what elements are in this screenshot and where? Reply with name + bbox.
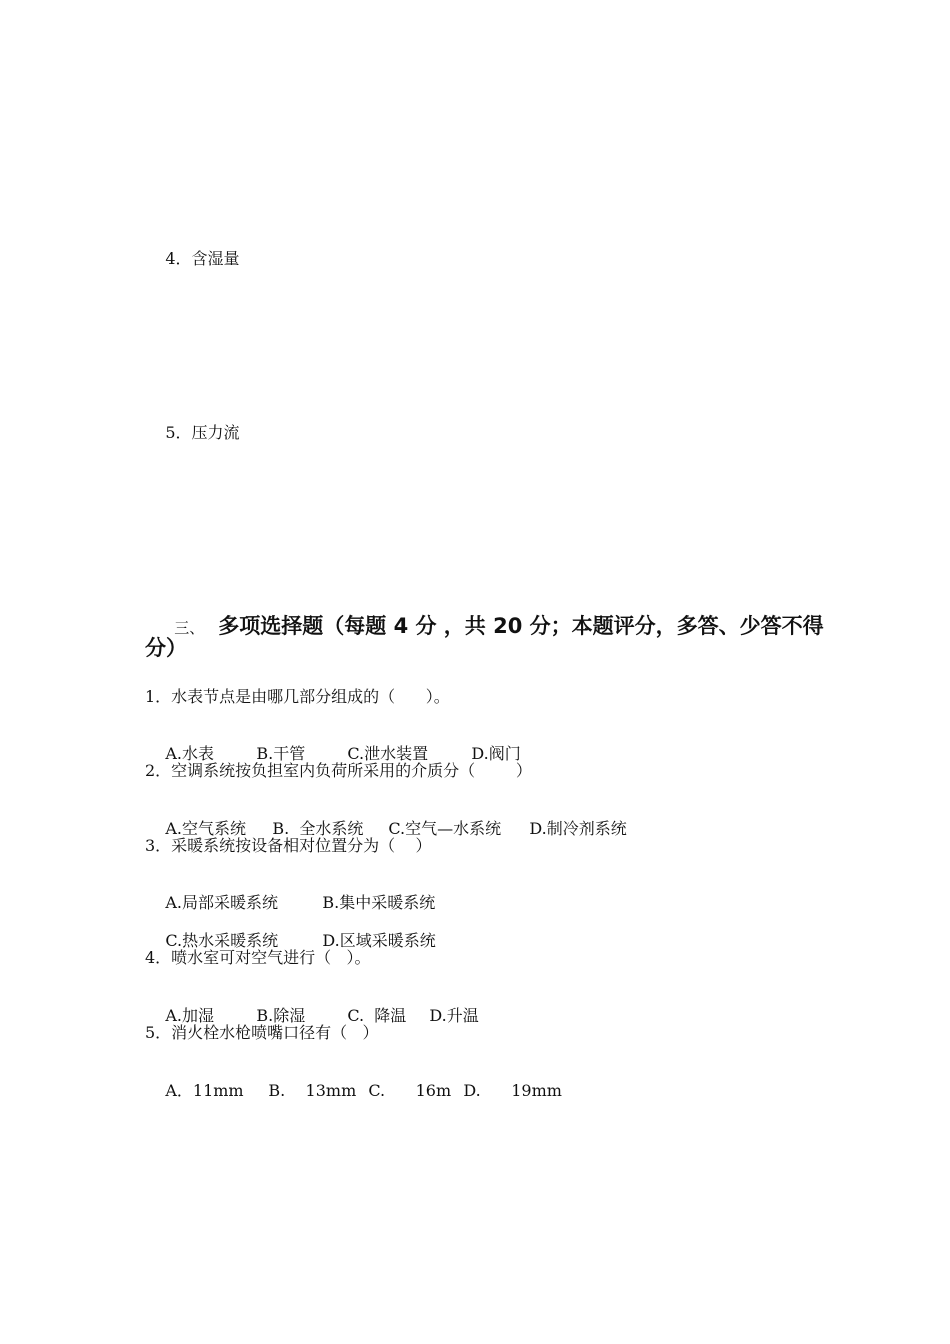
- option: B.集中采暖系统: [322, 893, 436, 912]
- definition-number: 4．: [165, 249, 192, 268]
- definition-term: 含湿量: [191, 249, 240, 268]
- option: C.泄水装置: [347, 744, 429, 763]
- option: D. 19mm: [463, 1081, 562, 1100]
- option: A.水表: [165, 744, 214, 763]
- question-stem: 1．水表节点是由哪几部分组成的（ ）。: [145, 687, 450, 706]
- question-stem: 2．空调系统按负担室内负荷所采用的介质分（ ）: [145, 761, 532, 780]
- option: A．11mm: [165, 1081, 244, 1100]
- option: A.局部采暖系统: [165, 893, 278, 912]
- option-line: [145, 1061, 562, 1121]
- option: B.干管: [256, 744, 306, 763]
- option: B. 13mm: [268, 1081, 357, 1100]
- question-stem: 3．采暖系统按设备相对位置分为（ ）: [145, 836, 432, 855]
- section-title-line2: 分）: [145, 636, 187, 660]
- definition-number: 5．: [165, 423, 192, 442]
- question-stem: 4．喷水室可对空气进行（ ）。: [145, 948, 371, 967]
- option: C.空气—水系统: [388, 819, 502, 838]
- option: B. 全水系统: [272, 819, 364, 838]
- definition-term: 压力流: [191, 423, 240, 442]
- option: C. 降温: [347, 1006, 407, 1025]
- option: D.区域采暖系统: [322, 931, 436, 950]
- option: C.热水采暖系统: [165, 931, 279, 950]
- section-title-line1: 多项选择题（每题 4 分 ，共 20 分；本题评分，多答、少答不得: [218, 614, 824, 638]
- option: D.阀门: [471, 744, 521, 763]
- option: D.升温: [429, 1006, 479, 1025]
- option: D.制冷剂系统: [529, 819, 627, 838]
- option: B.除湿: [256, 1006, 306, 1025]
- option: A.加湿: [165, 1006, 214, 1025]
- section-heading: [145, 584, 824, 670]
- question-stem: 5．消火栓水枪喷嘴口径有（ ）: [145, 1023, 379, 1042]
- definition-item: [145, 403, 240, 463]
- definition-item: [145, 229, 240, 289]
- section-number: 三、: [174, 619, 205, 637]
- option: C. 16m: [368, 1081, 452, 1100]
- option: A.空气系统: [165, 819, 246, 838]
